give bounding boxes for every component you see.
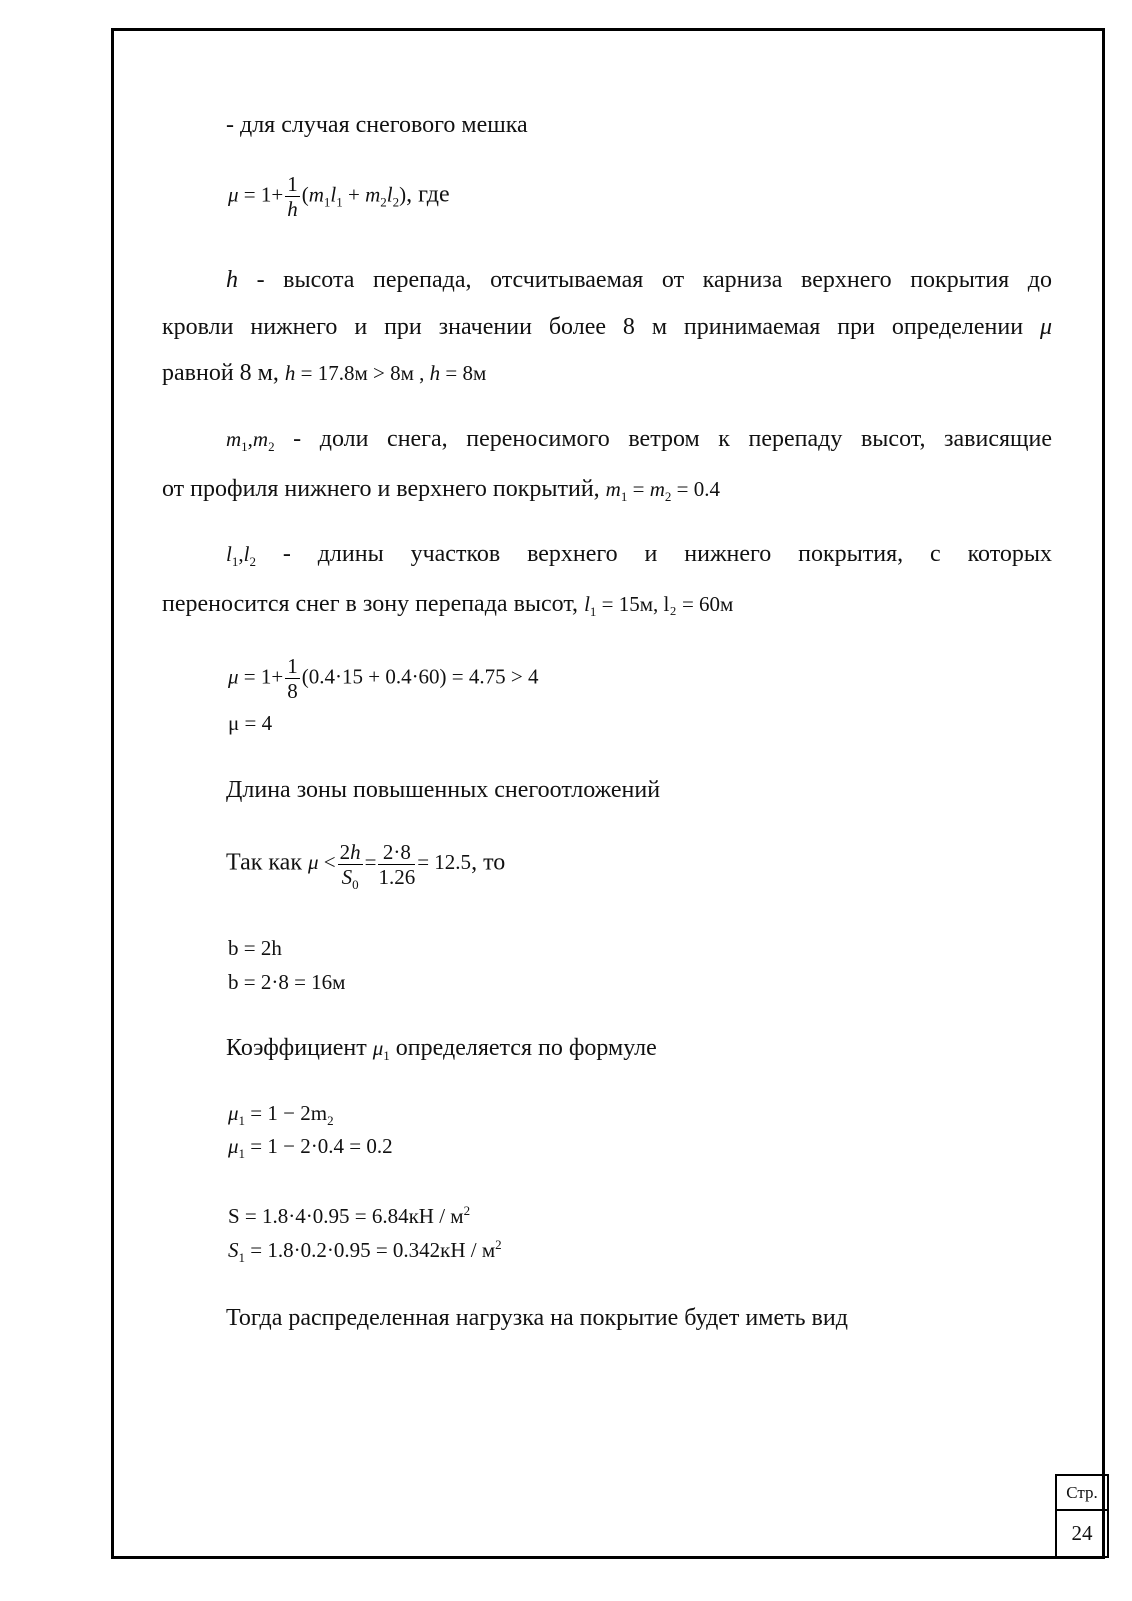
formula-b2: b = 2·8 = 16м (228, 970, 346, 994)
mu1-b-text: = 1 − 2·0.4 = 0.2 (250, 1134, 393, 1158)
l-values: = 15м, l₂ = 60м (601, 592, 734, 616)
page-label: Стр. (1055, 1474, 1109, 1511)
mu-calc-text: (0.4·15 + 0.4·60) = 4.75 > 4 (301, 664, 539, 689)
formula-mu1-a: $\mu_1 = 1 - 2m_2$ (228, 1101, 334, 1129)
paragraph-h-line1: h - высота перепада, отсчитываемая от карниза верхнего покрытия до (226, 267, 1052, 293)
formula-mu-calc: μ = 1+ $\frac{1}{8}$ (0.4·15 + 0.4·60) = 4.75 > 4 (228, 654, 539, 704)
h-definition-text-3: равной 8 м, (162, 360, 279, 386)
coefficient-text: Коэффициент (226, 1035, 367, 1061)
h-definition-text: - высота перепада, отсчитываемая от карниза верхнего покрытия до (256, 267, 1052, 293)
zone-length-heading: Длина зоны повышенных снегоотложений (226, 777, 661, 803)
s1-text: = 1.8·0.2·0.95 = 0.342кН / м (250, 1238, 496, 1262)
condition-text: Так как (226, 849, 302, 876)
paragraph-l-line1: $l_1,l_2$ - длины участков верхнего и нижнего покрытия, с которых (226, 541, 1053, 570)
mu1-a-text: = 1 − 2m (250, 1101, 328, 1125)
m-definition-text-2: от профиля нижнего и верхнего покрытий, (162, 476, 600, 502)
ratio-value: = 12.5 (417, 850, 472, 875)
formula-tail-text: , где (406, 181, 450, 208)
paragraph-h-line3: равной 8 м, h = 17.8м > 8м , h = 8м (162, 360, 487, 386)
coefficient-line: Коэффициент $\mu_1$ определяется по формуле (226, 1035, 657, 1064)
h-value: = 17.8м > 8м , (300, 361, 425, 385)
h-definition-text-2: кровли нижнего и при значении более 8 м принимаемая при определении (162, 314, 1024, 340)
formula-mu1-b: $\mu_1 = 1 - 2\cdot 0.4 = 0.2$ (228, 1134, 393, 1162)
formula-mu-general: μ = 1+ $\frac{1}{h}$ $(m_1l_1 + m_2l_2)$, где (228, 172, 450, 222)
h-eq: = 8м (445, 361, 487, 385)
paragraph-m-line1: $m_1,m_2$ - доли снега, переносимого ветром к перепаду высот, зависящие (226, 426, 1052, 455)
m-definition-text: - доли снега, переносимого ветром к перепаду высот, зависящие (293, 426, 1052, 452)
l-definition-text-2: переносится снег в зону перепада высот, (162, 591, 579, 617)
formula-s1: $S_1 = 1.8\cdot 0.2\cdot 0.95 = 0.342кН / м^2$ (228, 1237, 502, 1266)
coefficient-text-2: определяется по формуле (395, 1035, 657, 1061)
formula-b1: b = 2h (228, 936, 282, 960)
m-value: = 0.4 (676, 477, 720, 501)
formula-s: $S = 1.8\cdot 4\cdot 0.95 = 6.84кН / м^2$ (228, 1203, 471, 1228)
page-stamp (1055, 1474, 1109, 1558)
load-heading: Тогда распределенная нагрузка на покрытие будет иметь вид (226, 1305, 848, 1331)
condition-tail: , то (471, 849, 506, 876)
paragraph-m-line2: от профиля нижнего и верхнего покрытий, $m_1 = m_2 = 0.4$ (162, 476, 720, 505)
formula-mu-final: μ = 4 (228, 711, 273, 735)
page-number: 24 (1055, 1509, 1109, 1558)
paragraph-l-line2: переносится снег в зону перепада высот, $l_1 = 15м$, l₂ = 60м (162, 591, 734, 620)
paragraph-h-line2: кровли нижнего и при значении более 8 м принимаемая при определении μ (162, 314, 1052, 340)
snow-bag-heading: - для случая снегового мешка (226, 112, 528, 138)
s-text: S = 1.8·4·0.95 = 6.84кН / м (228, 1204, 464, 1228)
l-definition-text: - длины участков верхнего и нижнего покрытия, с которых (282, 541, 1053, 567)
condition-line: Так как μ < $\frac{2h}{S_0}$ = $\frac{2\cdot 8}{1.26}$ = 12.5, то (226, 840, 506, 893)
